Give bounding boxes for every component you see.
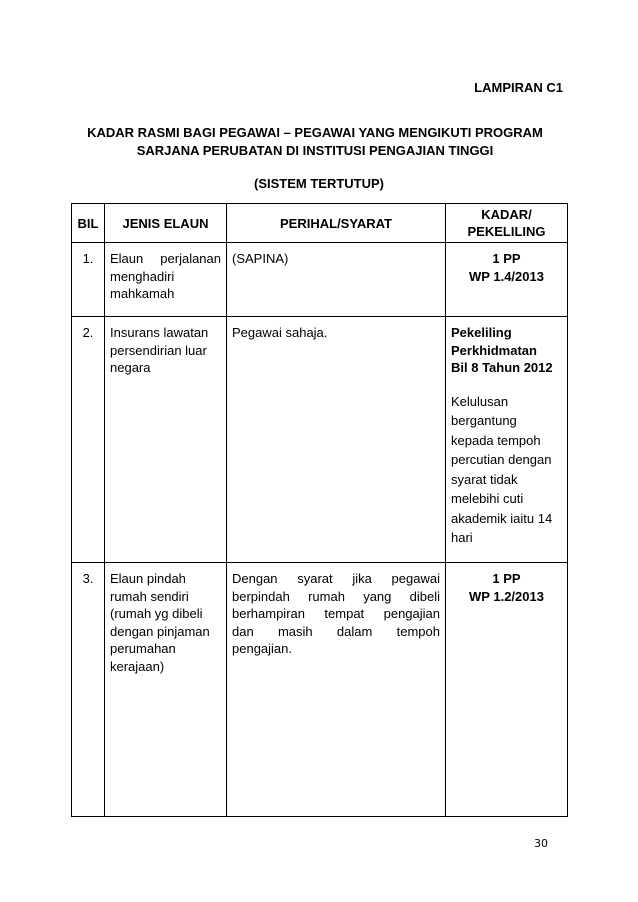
text-line: dengan pinjaman [110, 623, 210, 639]
text-line: bergantung [451, 413, 517, 428]
text-line: menghadiri [110, 268, 175, 284]
text-line: percutian dengan [451, 452, 552, 467]
text-line: akademik iaitu 14 [451, 510, 553, 526]
text-line: melebihi cuti [451, 491, 524, 506]
kadar-header-line-2: PEKELILING [467, 224, 546, 239]
text-line: Bil 8 Tahun 2012 [451, 360, 553, 375]
text-line: Kelulusan [451, 393, 509, 409]
document-subtitle: (SISTEM TERTUTUP) [254, 176, 384, 191]
text-line: hari [451, 530, 473, 545]
cell-perihal [227, 563, 446, 817]
text-line: kerajaan) [110, 658, 165, 674]
cell-kadar [446, 317, 568, 563]
text-line: perumahan [110, 641, 176, 656]
column-header-bil: BIL [72, 204, 105, 243]
text-line: WP 1.2/2013 [469, 588, 544, 604]
perihal-text: (SAPINA) [232, 251, 289, 266]
text-line: 1 PP [492, 571, 521, 586]
row-number: 3. [82, 571, 94, 586]
jenis-elaun-text [105, 317, 226, 377]
text-line: persendirian luar [110, 342, 207, 358]
cell-kadar [446, 243, 568, 317]
cell-bil [72, 317, 105, 563]
text-line: Insurans lawatan [110, 325, 209, 340]
text-line: berpindah rumah yang dibeli [232, 588, 440, 604]
cell-perihal [227, 317, 446, 563]
kadar-header-line-1: KADAR/ [481, 207, 532, 222]
text-line: Elaun perjalanan [110, 251, 221, 266]
circular-reference [451, 324, 562, 377]
jenis-elaun-text [105, 243, 226, 303]
row-number: 2. [82, 325, 94, 340]
cell-bil [72, 563, 105, 817]
cell-jenis [105, 243, 227, 317]
kadar-text [446, 563, 567, 605]
column-header-perihal-syarat: PERIHAL/SYARAT [227, 204, 446, 243]
text-line: pengajian. [232, 641, 292, 656]
text-line: Pekeliling [451, 325, 512, 340]
jenis-elaun-text [105, 563, 226, 675]
text-line: Perkhidmatan [451, 342, 537, 358]
column-header-kadar-pekeliling [446, 204, 568, 243]
row-number: 1. [82, 251, 94, 266]
text-line: kepada tempoh [451, 432, 541, 448]
text-line: Dengan syarat jika pegawai [232, 571, 440, 586]
text-line: syarat tidak [451, 471, 518, 487]
title-line-2: SARJANA PERUBATAN DI INSTITUSI PENGAJIAN TINGGI [136, 143, 494, 158]
text-line: berhampiran tempat pengajian [232, 606, 440, 621]
perihal-text: Pegawai sahaja. [232, 325, 328, 340]
cell-jenis [105, 563, 227, 817]
cell-bil [72, 243, 105, 317]
table-row [72, 563, 568, 817]
kadar-text [446, 243, 567, 285]
text-line: mahkamah [110, 286, 175, 301]
cell-kadar [446, 563, 568, 817]
text-line: 1 PP [492, 251, 521, 266]
kadar-text [446, 317, 567, 548]
text-line: Elaun pindah [110, 571, 186, 586]
page-number: 30 [534, 837, 548, 850]
approval-note [451, 392, 562, 548]
column-header-jenis-elaun: JENIS ELAUN [105, 204, 227, 243]
appendix-label: LAMPIRAN C1 [474, 80, 563, 95]
text-line: (rumah yg dibeli [110, 606, 203, 621]
perihal-text [227, 563, 445, 658]
title-line-1: KADAR RASMI BAGI PEGAWAI – PEGAWAI YANG MENGIKUTI PROGRAM [87, 125, 543, 140]
text-line: rumah sendiri [110, 588, 189, 604]
table-header-row [72, 204, 568, 243]
cell-jenis [105, 317, 227, 563]
cell-perihal [227, 243, 446, 317]
text-line: WP 1.4/2013 [469, 268, 544, 284]
document-title [30, 124, 600, 160]
text-line: negara [110, 360, 151, 375]
text-line: dan masih dalam tempoh [232, 623, 440, 639]
table-row [72, 317, 568, 563]
table-row [72, 243, 568, 317]
allowance-table [71, 203, 568, 817]
